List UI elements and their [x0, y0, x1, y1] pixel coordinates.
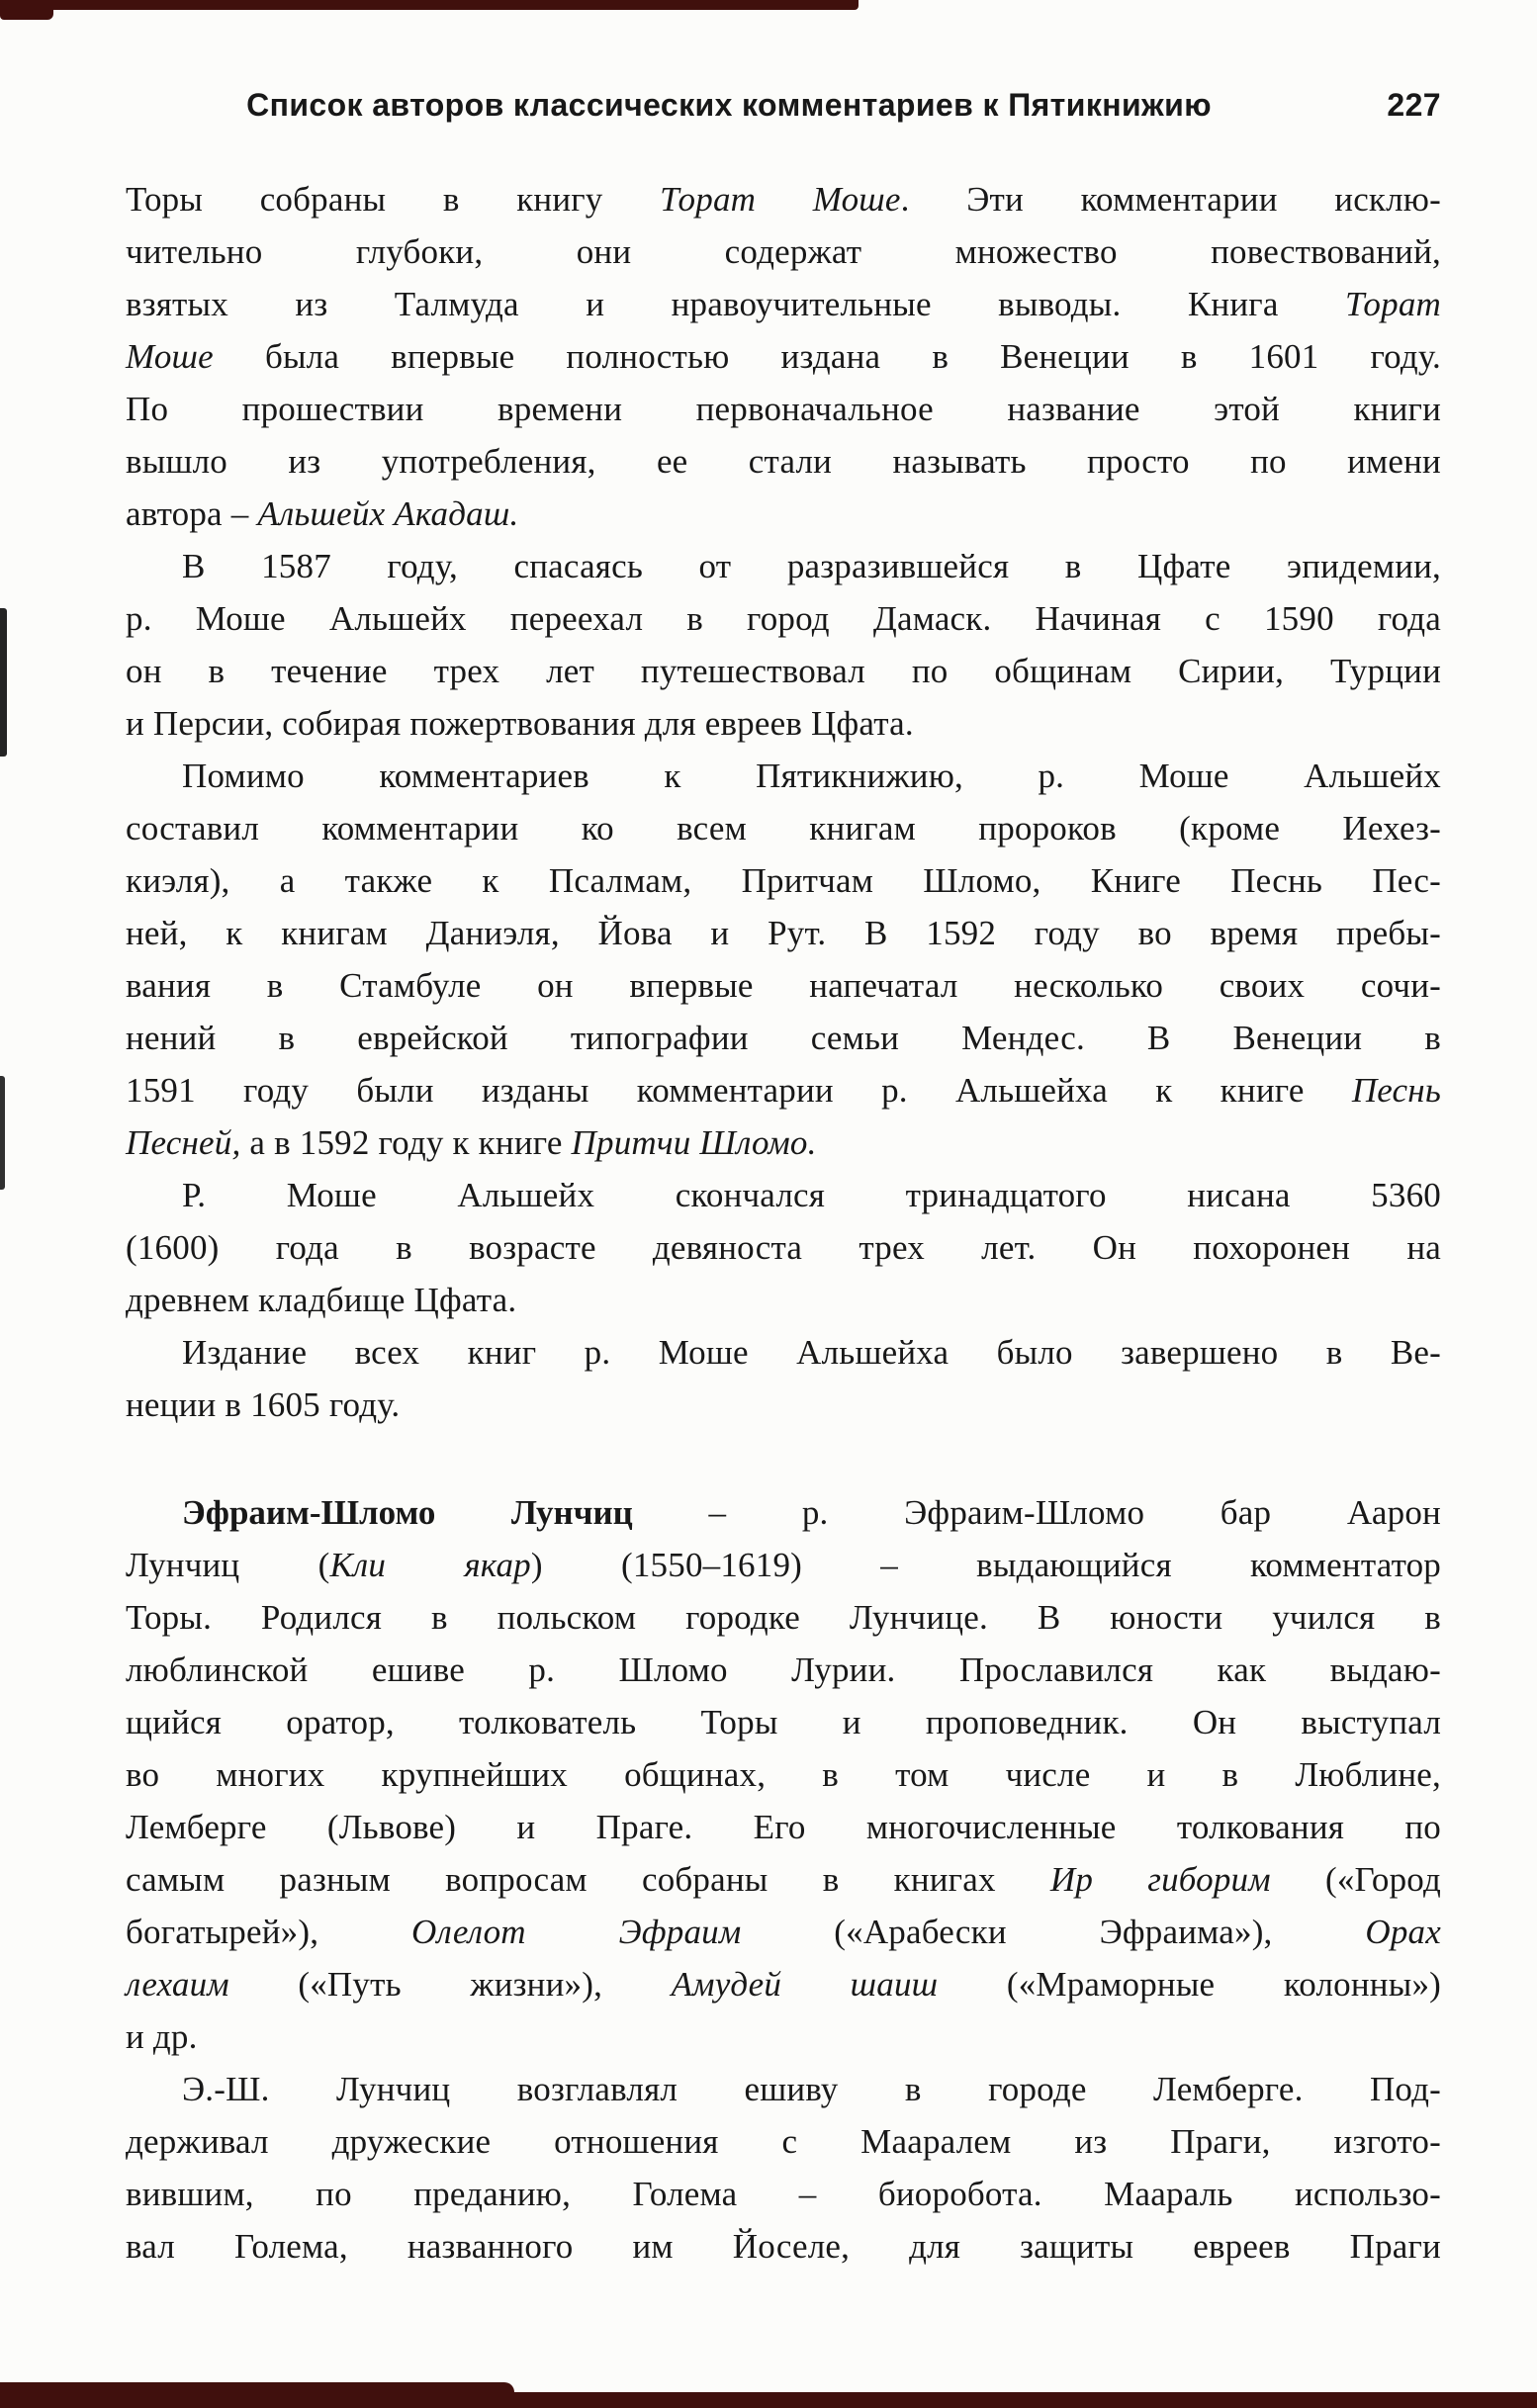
text-run: вания в Стамбуле он впервые напечатал несколько своих сочи-	[126, 966, 1441, 1005]
text-run: р. Моше Альшейх переехал в город Дамаск. Начиная с 1590 года	[126, 599, 1441, 638]
scan-artifact-top-edge	[0, 0, 859, 10]
text-run: Торат Моше	[660, 180, 901, 219]
text-line	[126, 383, 1441, 435]
text-run: и Персии, собирая пожертвования для евреев Цфата.	[126, 704, 914, 743]
text-run: держивал дружеские отношения с Мааралем из Праги, изгото-	[126, 2122, 1441, 2161]
text-run: Лунчиц (	[126, 1546, 330, 1584]
text-run: во многих крупнейших общинах, в том числе и в Люблине,	[126, 1755, 1441, 1794]
text-line	[126, 488, 1441, 540]
scan-artifact-bottom-edge-right	[1221, 2397, 1537, 2408]
text-run: В 1587 году, спасаясь от разразившейся в Цфате эпидемии,	[182, 547, 1441, 585]
text-line	[126, 435, 1441, 488]
running-title: Список авторов классических комментариев к Пятикнижию	[246, 87, 1212, 123]
text-line	[126, 1906, 1441, 1958]
paragraph	[126, 173, 1441, 540]
text-run: Э.-Ш. Лунчиц возглавлял ешиву в городе Лемберге. Под-	[182, 2070, 1441, 2108]
text-run: была впервые полностью издана в Венеции в 1601 году.	[213, 337, 1441, 376]
scan-artifact-top-left-corner	[0, 0, 53, 20]
scan-artifact-left-mark-1	[0, 608, 7, 757]
text-run: богатырей»),	[126, 1913, 412, 1951]
text-run: («Арабески Эфраима»),	[741, 1913, 1366, 1951]
text-run: составил комментарии ко всем книгам пророков (кроме Иехез-	[126, 809, 1441, 847]
text-line	[126, 173, 1441, 225]
scan-artifact-left-mark-2	[0, 1076, 5, 1190]
text-run: Кли якар	[329, 1546, 531, 1584]
scan-artifact-bottom-edge-left	[0, 2382, 514, 2408]
text-line	[126, 645, 1441, 697]
text-run: 1591 году были изданы комментарии р. Альшейха к книге	[126, 1071, 1352, 1110]
text-run: Эфраим-Шломо Лунчиц	[182, 1493, 633, 1532]
text-line	[126, 592, 1441, 645]
text-line	[126, 2063, 1441, 2115]
text-run: Песней,	[126, 1123, 241, 1162]
text-line	[126, 1012, 1441, 1064]
text-run: Моше	[126, 337, 214, 376]
text-run: нений в еврейской типографии семьи Мендес. В Венеции в	[126, 1019, 1441, 1057]
paragraph	[126, 1326, 1441, 1431]
paragraph	[126, 750, 1441, 1169]
text-run: – р. Эфраим-Шломо бар Аарон	[632, 1493, 1441, 1532]
text-run: Песнь	[1351, 1071, 1441, 1110]
text-run: щийся оратор, толкователь Торы и проповедник. Он выступал	[126, 1703, 1441, 1741]
text-line	[126, 697, 1441, 750]
text-line	[126, 278, 1441, 330]
text-run: автора –	[126, 494, 258, 533]
text-run: Притчи Шломо.	[571, 1123, 817, 1162]
paragraph	[126, 1486, 1441, 2063]
text-run: взятых из Талмуда и нравоучительные выводы. Книга	[126, 285, 1346, 323]
text-run: Торат	[1345, 285, 1441, 323]
paragraph	[126, 1169, 1441, 1326]
text-line	[126, 1853, 1441, 1906]
text-line	[126, 1326, 1441, 1379]
text-run: лехаим	[126, 1965, 229, 2004]
text-line	[126, 1539, 1441, 1591]
text-run: и др.	[126, 2017, 198, 2056]
text-line	[126, 1748, 1441, 1801]
text-run: вившим, по преданию, Голема – биоробота. Маараль использо-	[126, 2175, 1441, 2213]
text-line	[126, 959, 1441, 1012]
text-line	[126, 1801, 1441, 1853]
text-run: он в течение трех лет путешествовал по общинам Сирии, Турции	[126, 652, 1441, 690]
text-line	[126, 1116, 1441, 1169]
text-run: ней, к книгам Даниэля, Йова и Рут. В 1592 году во время пребы-	[126, 914, 1441, 952]
text-line	[126, 2220, 1441, 2273]
text-run: («Путь жизни»),	[228, 1965, 672, 2004]
text-line	[126, 1644, 1441, 1696]
text-run: древнем кладбище Цфата.	[126, 1281, 517, 1319]
text-line	[126, 1379, 1441, 1431]
text-line	[126, 1169, 1441, 1221]
text-line	[126, 1591, 1441, 1644]
text-run: киэля), а также к Псалмам, Притчам Шломо, Книге Песнь Пес-	[126, 861, 1441, 900]
text-line	[126, 2010, 1441, 2063]
text-block	[126, 173, 1441, 2273]
page-number: 227	[1387, 87, 1441, 123]
paragraph	[126, 2063, 1441, 2273]
text-line	[126, 225, 1441, 278]
text-run: Торы. Родился в польском городке Лунчице. В юности учился в	[126, 1598, 1441, 1637]
text-run: вал Голема, названного им Йоселе, для защиты евреев Праги	[126, 2227, 1441, 2266]
text-run: Издание всех книг р. Моше Альшейха было завершено в Ве-	[182, 1333, 1441, 1372]
text-run: вышло из употребления, ее стали называть просто по имени	[126, 442, 1441, 481]
text-run: люблинской ешиве р. Шломо Лурии. Прославился как выдаю-	[126, 1650, 1441, 1689]
text-line	[126, 802, 1441, 854]
text-run: чительно глубоки, они содержат множество повествований,	[126, 232, 1441, 271]
text-run: (1600) года в возрасте девяноста трех лет. Он похоронен на	[126, 1228, 1441, 1267]
text-run: Р. Моше Альшейх скончался тринадцатого нисана 5360	[182, 1176, 1441, 1214]
text-line	[126, 540, 1441, 592]
text-run: . Эти комментарии исклю-	[900, 180, 1442, 219]
text-run: Амудей шаиш	[671, 1965, 939, 2004]
text-line	[126, 1486, 1441, 1539]
text-run: Лемберге (Львове) и Праге. Его многочисленные толкования по	[126, 1808, 1441, 1846]
paragraph	[126, 540, 1441, 750]
text-line	[126, 330, 1441, 383]
text-run: Помимо комментариев к Пятикнижию, р. Моше Альшейх	[182, 757, 1441, 795]
text-run: Ир гиборим	[1049, 1860, 1271, 1899]
text-run: Олелот Эфраим	[411, 1913, 742, 1951]
text-line	[126, 1274, 1441, 1326]
text-run: самым разным вопросам собраны в книгах	[126, 1860, 1050, 1899]
page-header	[126, 85, 1441, 125]
text-line	[126, 907, 1441, 959]
text-run: Альшейх Акадаш.	[257, 494, 519, 533]
text-run: По прошествии времени первоначальное название этой книги	[126, 390, 1441, 428]
text-run: Орах	[1365, 1913, 1441, 1951]
text-line	[126, 750, 1441, 802]
text-line	[126, 1696, 1441, 1748]
text-run: неции в 1605 году.	[126, 1385, 401, 1424]
text-run: («Мраморные колонны»)	[938, 1965, 1441, 2004]
text-run: ) (1550–1619) – выдающийся комментатор	[530, 1546, 1442, 1584]
text-run: Торы собраны в книгу	[126, 180, 661, 219]
text-line	[126, 1221, 1441, 1274]
text-run: а в 1592 году к книге	[240, 1123, 572, 1162]
text-line	[126, 2115, 1441, 2168]
text-line	[126, 2168, 1441, 2220]
text-run: («Город	[1270, 1860, 1441, 1899]
text-line	[126, 854, 1441, 907]
text-line	[126, 1958, 1441, 2010]
text-line	[126, 1064, 1441, 1116]
